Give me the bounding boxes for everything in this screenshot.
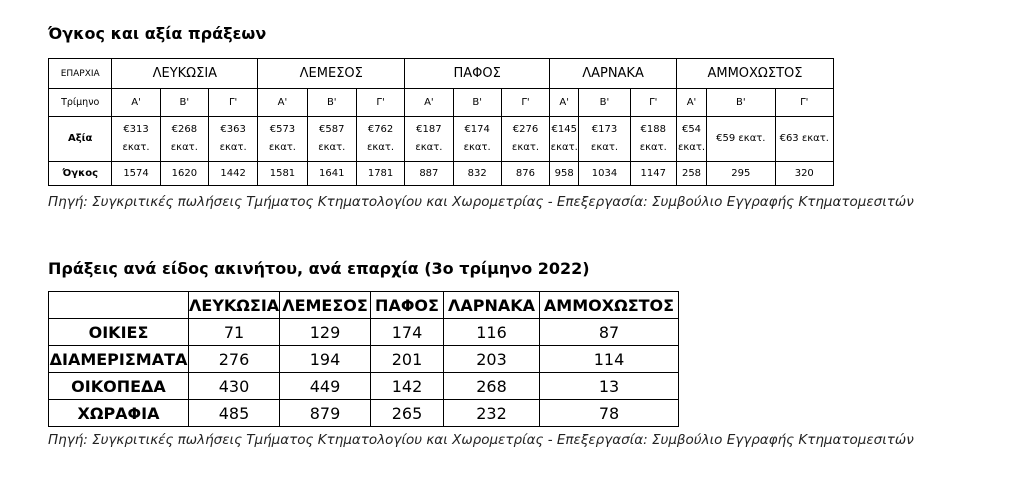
value-cell: €313 εκατ. — [112, 117, 160, 162]
quarter-cell: Β' — [160, 89, 208, 117]
volume-cell: 1641 — [307, 162, 356, 186]
column-header: ΠΑΦΟΣ — [371, 292, 444, 319]
table-row — [49, 400, 679, 427]
quarter-cell: Γ' — [208, 89, 257, 117]
table-cell: 201 — [371, 346, 444, 373]
value-cell: €174 εκατ. — [453, 117, 501, 162]
table-cell: 268 — [444, 373, 540, 400]
table2-title: Πράξεις ανά είδος ακινήτου, ανά επαρχία (3ο τρίμηνο 2022) — [48, 259, 590, 278]
table-cell: 276 — [189, 346, 280, 373]
value-row — [49, 117, 834, 162]
row-label: ΔΙΑΜΕΡΙΣΜΑΤΑ — [49, 346, 189, 373]
volume-cell: 1442 — [208, 162, 257, 186]
volume-row — [49, 162, 834, 186]
value-cell: €59 εκατ. — [707, 117, 775, 162]
table-row — [49, 373, 679, 400]
quarter-cell: Α' — [550, 89, 579, 117]
row-label: ΧΩΡΑΦΙΑ — [49, 400, 189, 427]
table2-header-row — [49, 292, 679, 319]
volume-cell: 1581 — [258, 162, 307, 186]
volume-cell: 1147 — [630, 162, 676, 186]
column-header: ΛΕΥΚΩΣΙΑ — [189, 292, 280, 319]
volume-cell: 1034 — [579, 162, 630, 186]
quarter-cell: Γ' — [356, 89, 404, 117]
volume-cell: 1574 — [112, 162, 160, 186]
value-cell: €188 εκατ. — [630, 117, 676, 162]
quarter-row — [49, 89, 834, 117]
column-header: ΛΕΜΕΣΟΣ — [280, 292, 371, 319]
volume-cell: 1781 — [356, 162, 404, 186]
table-cell: 232 — [444, 400, 540, 427]
table-cell: 71 — [189, 319, 280, 346]
table-row — [49, 319, 679, 346]
corner-cell: ΕΠΑΡΧΙΑ — [49, 59, 112, 89]
quarter-cell: Γ' — [775, 89, 833, 117]
column-header: ΛΑΡΝΑΚΑ — [444, 292, 540, 319]
quarter-label: Τρίμηνο — [49, 89, 112, 117]
volume-cell: 258 — [676, 162, 706, 186]
volume-cell: 320 — [775, 162, 833, 186]
table-cell: 174 — [371, 319, 444, 346]
province-header: ΛΕΜΕΣΟΣ — [258, 59, 405, 89]
province-header: ΑΜΜΟΧΩΣΤΟΣ — [676, 59, 833, 89]
volume-cell: 832 — [453, 162, 501, 186]
table1-title: Όγκος και αξία πράξεων — [48, 24, 267, 43]
property-type-table — [48, 291, 679, 427]
quarter-cell: Β' — [307, 89, 356, 117]
quarter-cell: Α' — [405, 89, 453, 117]
province-header-row — [49, 59, 834, 89]
table-cell: 485 — [189, 400, 280, 427]
table-cell: 194 — [280, 346, 371, 373]
quarter-cell: Β' — [453, 89, 501, 117]
table-cell: 879 — [280, 400, 371, 427]
table-cell: 430 — [189, 373, 280, 400]
province-header: ΛΕΥΚΩΣΙΑ — [112, 59, 258, 89]
quarter-cell: Α' — [676, 89, 706, 117]
table-cell: 114 — [540, 346, 679, 373]
value-cell: €187 εκατ. — [405, 117, 453, 162]
value-label: Αξία — [49, 117, 112, 162]
table-cell: 13 — [540, 373, 679, 400]
value-cell: €63 εκατ. — [775, 117, 833, 162]
volume-cell: 958 — [550, 162, 579, 186]
row-label: ΟΙΚΙΕΣ — [49, 319, 189, 346]
volume-cell: 1620 — [160, 162, 208, 186]
table-row — [49, 346, 679, 373]
table-cell: 203 — [444, 346, 540, 373]
table-cell: 449 — [280, 373, 371, 400]
table1-source-note: Πηγή: Συγκριτικές πωλήσεις Τμήματος Κτηματολογίου και Χωρομετρίας - Επεξεργασία: Συμβούλιο Εγγραφής Κτηματομεσιτών — [48, 194, 914, 210]
quarter-cell: Β' — [707, 89, 775, 117]
quarter-cell: Α' — [112, 89, 160, 117]
table-cell: 78 — [540, 400, 679, 427]
value-cell: €173 εκατ. — [579, 117, 630, 162]
quarter-cell: Α' — [258, 89, 307, 117]
volume-label: Όγκος — [49, 162, 112, 186]
table2-source-note: Πηγή: Συγκριτικές πωλήσεις Τμήματος Κτηματολογίου και Χωρομετρίας - Επεξεργασία: Συμβούλιο Εγγραφής Κτηματομεσιτών — [48, 432, 914, 448]
value-cell: €268 εκατ. — [160, 117, 208, 162]
volume-cell: 876 — [501, 162, 549, 186]
table-cell: 129 — [280, 319, 371, 346]
value-cell: €54 εκατ. — [676, 117, 706, 162]
table-cell: 116 — [444, 319, 540, 346]
province-header: ΛΑΡΝΑΚΑ — [550, 59, 677, 89]
value-cell: €363 εκατ. — [208, 117, 257, 162]
column-header: ΑΜΜΟΧΩΣΤΟΣ — [540, 292, 679, 319]
table-cell: 265 — [371, 400, 444, 427]
quarter-cell: Β' — [579, 89, 630, 117]
province-header: ΠΑΦΟΣ — [405, 59, 550, 89]
quarter-cell: Γ' — [501, 89, 549, 117]
volume-value-table — [48, 58, 834, 186]
row-label: ΟΙΚΟΠΕΔΑ — [49, 373, 189, 400]
value-cell: €587 εκατ. — [307, 117, 356, 162]
corner-cell — [49, 292, 189, 319]
quarter-cell: Γ' — [630, 89, 676, 117]
value-cell: €276 εκατ. — [501, 117, 549, 162]
value-cell: €573 εκατ. — [258, 117, 307, 162]
table-cell: 142 — [371, 373, 444, 400]
volume-cell: 887 — [405, 162, 453, 186]
value-cell: €762 εκατ. — [356, 117, 404, 162]
value-cell: €145 εκατ. — [550, 117, 579, 162]
volume-cell: 295 — [707, 162, 775, 186]
table-cell: 87 — [540, 319, 679, 346]
